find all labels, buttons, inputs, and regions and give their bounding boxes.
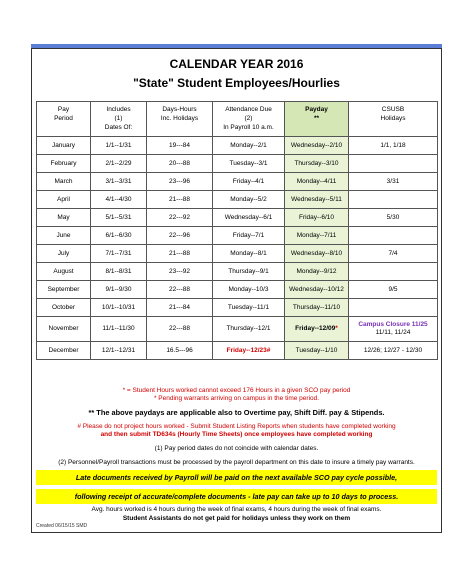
payday-value: Thursday--11/10 <box>292 303 341 311</box>
holidays-value: 7/4 <box>388 249 398 257</box>
dates-cell <box>91 281 147 299</box>
dates-cell <box>91 342 147 360</box>
period-cell <box>37 173 91 191</box>
period-cell <box>37 137 91 155</box>
payday-cell <box>285 245 349 263</box>
attendance-cell <box>213 227 285 245</box>
table-row <box>37 263 438 281</box>
header-cell <box>147 102 213 137</box>
dates-value: 2/1--2/29 <box>105 159 132 167</box>
days-cell <box>147 342 213 360</box>
table-header-row <box>37 102 438 137</box>
days-cell <box>147 245 213 263</box>
header-cell <box>91 102 147 137</box>
period-value: May <box>57 213 70 221</box>
table-row <box>37 342 438 360</box>
period-value: July <box>57 249 70 257</box>
attendance-cell <box>213 245 285 263</box>
document-frame <box>31 48 442 533</box>
days-cell <box>147 263 213 281</box>
table-body <box>37 137 438 360</box>
holidays-cell <box>349 281 438 299</box>
table-row <box>37 245 438 263</box>
payday-value: Friday--6/10 <box>298 213 335 221</box>
days-value: 22---88 <box>169 325 190 332</box>
attendance-cell <box>213 281 285 299</box>
payday-cell <box>285 317 349 342</box>
table-row <box>37 173 438 191</box>
attendance-cell <box>213 263 285 281</box>
dates-cell <box>91 227 147 245</box>
attendance-value: Monday--5/2 <box>230 195 267 203</box>
header-line1: Days-Hours <box>162 106 197 113</box>
period-value: December <box>48 346 79 354</box>
header-line3: In Payroll 10 a.m. <box>223 124 274 131</box>
holidays-cell <box>349 155 438 173</box>
payday-value: Friday--12/09 <box>295 325 336 332</box>
payday-suffix-mark: * <box>335 325 338 332</box>
project-hours-note-1: # Please do not project hours worked - Submit Student Listing Reports when students have completed working <box>77 423 396 430</box>
period-cell <box>37 317 91 342</box>
header-line2: (2) <box>244 115 253 122</box>
period-value: November <box>48 325 79 332</box>
table-row <box>37 191 438 209</box>
payday-value: Wednesday--5/11 <box>291 195 342 203</box>
payday-cell <box>285 342 349 360</box>
attendance-value: Friday--7/1 <box>232 231 265 239</box>
attendance-value: Friday--4/1 <box>232 177 265 185</box>
avg-hours-note: Avg. hours worked is 4 hours during the week of final exams, 4 hours during the week of final exams. <box>91 506 382 513</box>
holidays-cell <box>349 227 438 245</box>
header-cell <box>349 102 438 137</box>
period-value: August <box>53 267 74 275</box>
header-line3: Period <box>54 115 73 122</box>
days-cell <box>147 317 213 342</box>
period-cell <box>37 245 91 263</box>
period-cell <box>37 191 91 209</box>
header-line3: Holidays <box>380 115 406 122</box>
dates-cell <box>91 137 147 155</box>
header-line1: CSUSB <box>381 106 405 113</box>
days-cell <box>147 173 213 191</box>
attendance-value: Thursday--9/1 <box>228 267 269 275</box>
calendar-sheet <box>31 44 442 531</box>
period-value: June <box>56 231 71 239</box>
days-value: 19---84 <box>169 141 190 149</box>
period-cell <box>37 227 91 245</box>
holidays-cell <box>349 299 438 317</box>
header-line1: Attendance Due <box>225 106 272 113</box>
dates-cell <box>91 245 147 263</box>
payday-cell <box>285 227 349 245</box>
attendance-cell <box>213 137 285 155</box>
holidays-cell <box>349 191 438 209</box>
pending-warrants-text: * Pending warrants arriving on campus in the time period. <box>153 395 320 402</box>
holidays-value: 12/26; 12/27 - 12/30 <box>363 346 423 354</box>
attendance-value: Monday--8/1 <box>230 249 267 257</box>
holidays-cell <box>349 137 438 155</box>
days-cell <box>147 209 213 227</box>
period-cell <box>37 281 91 299</box>
holidays-cell <box>349 209 438 227</box>
header-line2: (1) <box>114 115 123 122</box>
days-value: 22---92 <box>169 213 190 221</box>
created-stamp: Created 06/15/15 SMD <box>36 523 88 529</box>
dates-value: 1/1--1/31 <box>105 141 132 149</box>
period-cell <box>37 263 91 281</box>
attendance-value: Monday--2/1 <box>230 141 267 149</box>
payday-value: Wednesday--2/10 <box>290 141 343 149</box>
period-value: April <box>56 195 70 203</box>
holidays-cell <box>349 342 438 360</box>
sco-limit-note <box>32 387 441 395</box>
period-cell <box>37 155 91 173</box>
holidays-cell <box>349 245 438 263</box>
table-row <box>37 227 438 245</box>
period-cell <box>37 299 91 317</box>
late-documents-banner-2: following receipt of accurate/complete documents - late pay can take up to 10 days to process. <box>36 489 437 504</box>
attendance-cell <box>213 155 285 173</box>
days-value: 21---88 <box>169 195 190 203</box>
holidays-value: 3/31 <box>386 177 400 185</box>
table-row <box>37 137 438 155</box>
attendance-cell <box>213 299 285 317</box>
dates-cell <box>91 209 147 227</box>
holidays-cell <box>349 173 438 191</box>
attendance-suffix-mark: # <box>266 346 271 354</box>
dates-value: 3/1--3/31 <box>105 177 132 185</box>
period-cell <box>37 209 91 227</box>
days-value: 20---88 <box>169 159 190 167</box>
holidays-value: 9/5 <box>388 285 398 293</box>
days-value: 22---88 <box>169 285 190 293</box>
sco-limit-text: * = Student Hours worked cannot exceed 176 Hours in a given SCO pay period <box>122 387 351 394</box>
days-value: 21---84 <box>169 303 190 311</box>
payday-value: Wednesday--10/12 <box>289 285 344 293</box>
table-row <box>37 317 438 342</box>
period-value: March <box>54 177 73 185</box>
dates-value: 10/1--10/31 <box>101 303 136 311</box>
header-line1: Payday <box>305 106 328 113</box>
paydays-apply-note: ** The above paydays are applicable also to Overtime pay, Shift Diff. pay & Stipends. <box>88 408 385 417</box>
payday-cell <box>285 281 349 299</box>
days-value: 23---92 <box>169 267 190 275</box>
days-value: 16.5---96 <box>166 346 193 354</box>
dates-cell <box>91 299 147 317</box>
header-line1: Includes <box>106 106 131 113</box>
table-row <box>37 299 438 317</box>
payday-value: Thursday--3/10 <box>294 159 339 167</box>
payday-cell <box>285 263 349 281</box>
period-value: February <box>50 159 77 167</box>
footnote-1: (1) Pay period dates do not coincide with calendar dates. <box>154 445 319 452</box>
payday-cell <box>285 173 349 191</box>
student-assistants-note: Student Assistants do not get paid for holidays unless they work on them <box>122 515 351 522</box>
header-cell <box>285 102 349 137</box>
attendance-value: Friday--12/23 <box>226 346 267 354</box>
dates-value: 11/1--11/30 <box>102 325 135 332</box>
attendance-cell <box>213 173 285 191</box>
dates-cell <box>91 317 147 342</box>
days-value: 21---88 <box>169 249 190 257</box>
dates-cell <box>91 155 147 173</box>
period-value: September <box>47 285 80 293</box>
payday-cell <box>285 137 349 155</box>
header-line1: Pay <box>57 106 70 113</box>
holidays-value: 11/11, 11/24 <box>375 329 411 336</box>
dates-value: 8/1--8/31 <box>105 267 132 275</box>
attendance-cell <box>213 317 285 342</box>
attendance-value: Tuesday--11/1 <box>227 303 270 311</box>
header-cell <box>213 102 285 137</box>
dates-cell <box>91 263 147 281</box>
page-title: CALENDAR YEAR 2016 <box>169 57 304 71</box>
attendance-cell <box>213 342 285 360</box>
days-cell <box>147 227 213 245</box>
attendance-cell <box>213 191 285 209</box>
payday-cell <box>285 191 349 209</box>
payday-cell <box>285 155 349 173</box>
payday-value: Wednesday--8/10 <box>290 249 343 257</box>
header-line3: Dates Of: <box>104 124 133 131</box>
dates-value: 4/1--4/30 <box>105 195 132 203</box>
page-subtitle: "State" Student Employees/Hourlies <box>133 76 340 90</box>
payday-value: Monday--9/12 <box>296 267 337 275</box>
attendance-cell <box>213 209 285 227</box>
holidays-value: 1/1, 1/18 <box>380 141 406 149</box>
payday-value: Monday--4/11 <box>296 177 337 185</box>
holidays-cell <box>349 263 438 281</box>
pay-calendar-table <box>36 101 438 360</box>
dates-value: 12/1--12/31 <box>101 346 136 354</box>
dates-value: 5/1--5/31 <box>105 213 132 221</box>
table-row <box>37 209 438 227</box>
dates-value: 9/1--9/30 <box>105 285 132 293</box>
payday-cell <box>285 209 349 227</box>
days-value: 23---96 <box>169 177 190 185</box>
days-cell <box>147 155 213 173</box>
attendance-value: Monday--10/3 <box>228 285 269 293</box>
payday-value: Tuesday--1/10 <box>295 346 338 354</box>
days-cell <box>147 191 213 209</box>
payday-value: Monday--7/11 <box>296 231 337 239</box>
dates-value: 6/1--6/30 <box>105 231 132 239</box>
days-cell <box>147 299 213 317</box>
table-row <box>37 155 438 173</box>
attendance-value: Wednesday--6/1 <box>224 213 273 221</box>
days-cell <box>147 281 213 299</box>
attendance-value: Thursday--12/1 <box>226 325 271 332</box>
payday-cell <box>285 299 349 317</box>
header-line3: Inc. Holidays <box>160 115 199 122</box>
footnote-2: (2) Personnel/Payroll transactions must be processed by the payroll department on this date to insure a timely pay warrants. <box>58 459 415 466</box>
campus-closure-note: Campus Closure 11/25 <box>358 321 428 328</box>
project-hours-note-2: and then submit TD634s (Hourly Time Sheets) once employees have completed working <box>100 431 373 438</box>
days-value: 22---96 <box>169 231 190 239</box>
days-cell <box>147 137 213 155</box>
table-row <box>37 281 438 299</box>
dates-cell <box>91 191 147 209</box>
pending-warrants-note <box>32 395 441 403</box>
period-value: October <box>51 303 76 311</box>
period-cell <box>37 342 91 360</box>
header-cell <box>37 102 91 137</box>
dates-cell <box>91 173 147 191</box>
attendance-value: Tuesday--3/1 <box>229 159 268 167</box>
dates-value: 7/1--7/31 <box>105 249 132 257</box>
holidays-cell <box>349 317 438 342</box>
header-line2: ** <box>313 115 320 122</box>
late-documents-banner-1: Late documents received by Payroll will be paid on the next available SCO pay cycle possible, <box>36 470 437 485</box>
holidays-value: 5/30 <box>386 213 400 221</box>
period-value: January <box>51 141 76 149</box>
